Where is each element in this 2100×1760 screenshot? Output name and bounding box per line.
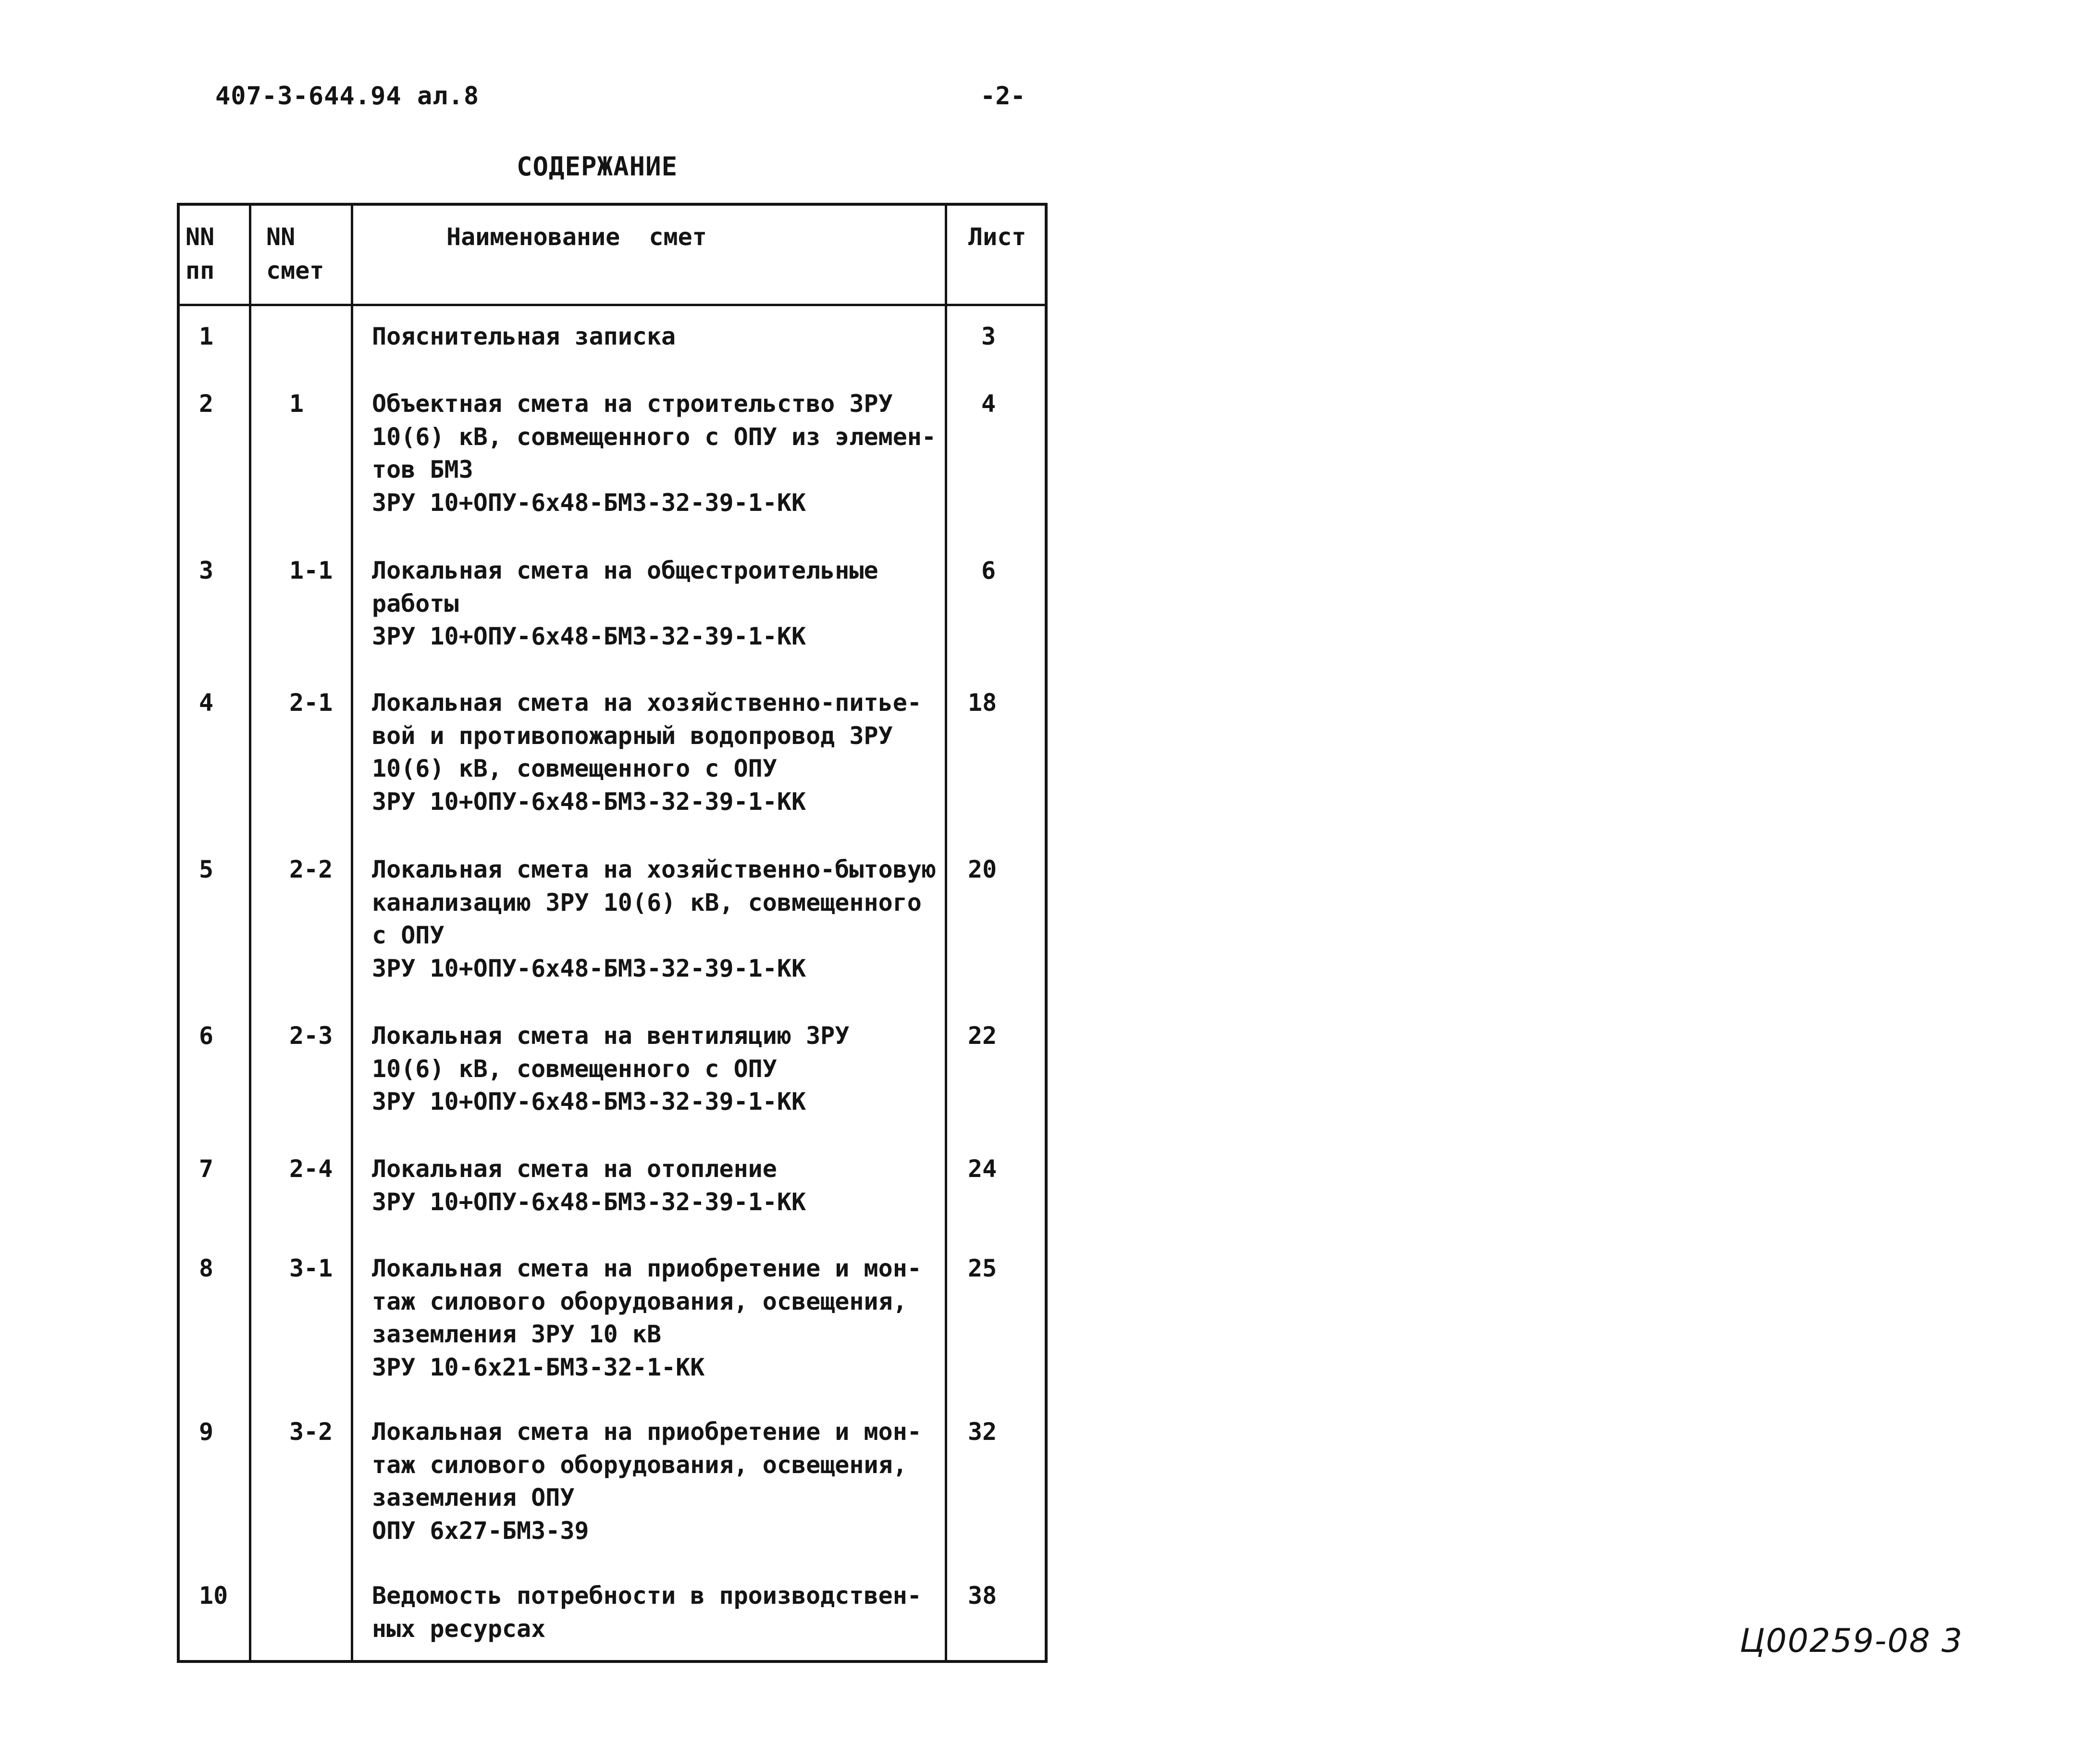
- row-number: 4: [199, 689, 214, 717]
- row-title: Объектная смета на строительство ЗРУ 10(6) кВ, совмещенного с ОПУ из элемен- тов БМЗ ЗРУ 10+ОПУ-6х48-БМЗ-32-39-1-КК: [372, 390, 936, 517]
- row-estimate-number: 1: [289, 390, 304, 418]
- row-sheet: 25: [968, 1254, 997, 1282]
- row-title: Локальная смета на вентиляцию ЗРУ 10(6) кВ, совмещенного с ОПУ ЗРУ 10+ОПУ-6х48-БМЗ-32-39-1-КК: [372, 1022, 850, 1115]
- row-title: Ведомость потребности в производствен- ных ресурсах: [372, 1582, 922, 1643]
- row-sheet: 22: [968, 1022, 997, 1050]
- column-header-sheet: Лист: [968, 223, 1026, 251]
- row-estimate-number: 2-2: [289, 855, 333, 883]
- row-estimate-number: 2-4: [289, 1155, 333, 1183]
- row-number: 10: [199, 1582, 228, 1610]
- row-estimate-number: 3-2: [289, 1418, 333, 1446]
- column-header-nn-smet: NN смет: [266, 223, 324, 285]
- header-divider: [180, 304, 1045, 306]
- row-sheet: 4: [981, 390, 996, 418]
- row-title: Локальная смета на хозяйственно-питье- вой и противопожарный водопровод ЗРУ 10(6) кВ, совмещенного с ОПУ ЗРУ 10+ОПУ-6х48-БМЗ-32-39-1-КК: [372, 689, 922, 816]
- row-sheet: 24: [968, 1155, 997, 1183]
- row-title: Локальная смета на отопление ЗРУ 10+ОПУ-6х48-БМЗ-32-39-1-КК: [372, 1155, 806, 1216]
- row-sheet: 38: [968, 1582, 997, 1610]
- row-title: Локальная смета на общестроительные работы ЗРУ 10+ОПУ-6х48-БМЗ-32-39-1-КК: [372, 557, 878, 650]
- row-number: 1: [199, 322, 214, 350]
- row-sheet: 20: [968, 855, 997, 883]
- row-sheet: 18: [968, 689, 997, 717]
- archive-sheet-number: 3: [1941, 1622, 1963, 1660]
- row-title: Локальная смета на приобретение и мон- таж силового оборудования, освещения, заземления ЗРУ 10 кВ ЗРУ 10-6х21-БМЗ-32-1-КК: [372, 1254, 922, 1381]
- page-number: -2-: [980, 82, 1025, 111]
- page-title: СОДЕРЖАНИЕ: [517, 151, 678, 182]
- row-sheet: 6: [981, 557, 996, 584]
- row-title: Пояснительная записка: [372, 322, 676, 350]
- row-estimate-number: 1-1: [289, 557, 333, 584]
- row-title: Локальная смета на приобретение и мон- таж силового оборудования, освещения, заземления ОПУ ОПУ 6х27-БМЗ-39: [372, 1418, 922, 1545]
- row-number: 8: [199, 1254, 214, 1282]
- row-number: 6: [199, 1022, 214, 1050]
- row-number: 5: [199, 855, 214, 883]
- row-number: 2: [199, 390, 214, 418]
- document-code: 407-3-644.94 ал.8: [215, 82, 480, 111]
- row-title: Локальная смета на хозяйственно-бытовую канализацию ЗРУ 10(6) кВ, совмещенного с ОПУ ЗРУ 10+ОПУ-6х48-БМЗ-32-39-1-КК: [372, 855, 936, 982]
- row-estimate-number: 2-1: [289, 689, 333, 717]
- row-estimate-number: 2-3: [289, 1022, 333, 1050]
- column-divider: [945, 206, 947, 1660]
- column-divider: [351, 206, 353, 1660]
- row-sheet: 3: [981, 322, 996, 350]
- column-header-nn-pp: NN пп: [185, 223, 215, 285]
- row-sheet: 32: [968, 1418, 997, 1446]
- contents-table: [177, 203, 1048, 1663]
- column-header-name: Наименование смет: [446, 223, 707, 251]
- archive-code: Ц00259-08: [1740, 1622, 1931, 1660]
- row-number: 3: [199, 557, 214, 584]
- row-estimate-number: 3-1: [289, 1254, 333, 1282]
- row-number: 9: [199, 1418, 214, 1446]
- row-number: 7: [199, 1155, 214, 1183]
- column-divider: [249, 206, 251, 1660]
